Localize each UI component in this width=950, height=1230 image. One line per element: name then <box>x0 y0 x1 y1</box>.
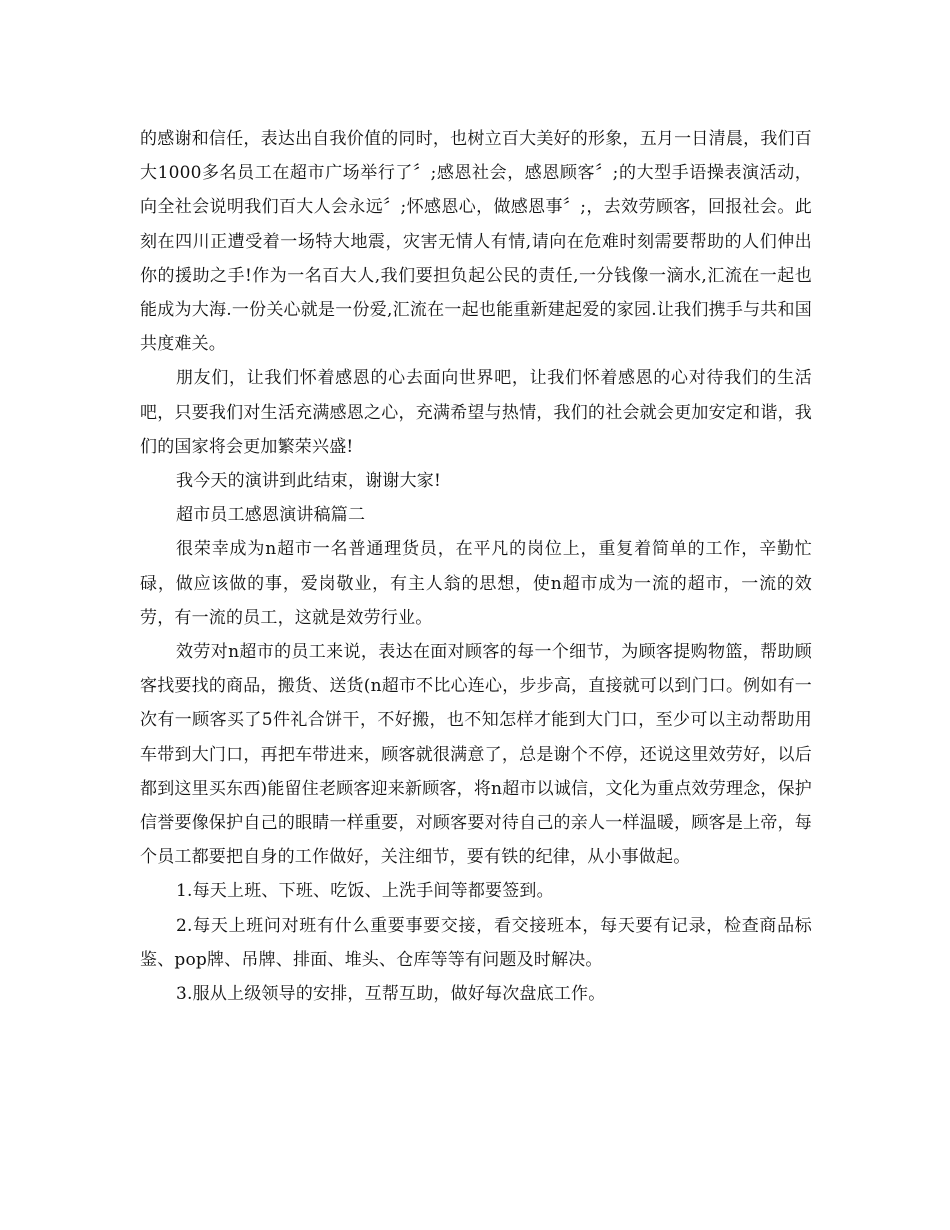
list-item-1: 1.每天上班、下班、吃饭、上洗手间等都要签到。 <box>176 881 554 902</box>
list-item-2: 2.每天上班问对班有什么重要事要交接，看交接班本，每天要有记录，检查商品标鉴、pop牌、吊牌、排面、堆头、仓库等等有问题及时解决。 <box>140 915 812 970</box>
paragraph-introduction: 很荣幸成为n超市一名普通理货员，在平凡的岗位上，重复着简单的工作，辛勤忙碌，做应该做的事，爱岗敬业，有主人翁的思想，使n超市成为一流的超市，一流的效劳，有一流的员工，这就是效劳行业。 <box>140 539 812 628</box>
list-item-3: 3.服从上级领导的安排，互帮互助，做好每次盘底工作。 <box>176 984 606 1005</box>
section-title-part-two: 超市员工感恩演讲稿篇二 <box>176 505 366 526</box>
paragraph-friends: 朋友们，让我们怀着感恩的心去面向世界吧，让我们怀着感恩的心对待我们的生活吧，只要我们对生活充满感恩之心，充满希望与热情，我们的社会就会更加安定和谐，我们的国家将会更加繁荣兴盛! <box>140 368 812 457</box>
paragraph-closing: 我今天的演讲到此结束，谢谢大家! <box>176 471 442 492</box>
document-page <box>140 122 812 1011</box>
paragraph-gratitude-continuation: 的感谢和信任，表达出自我价值的同时，也树立百大美好的形象，五月一日清晨，我们百大1000多名员工在超市广场举行了〞;感恩社会，感恩顾客〞;的大型手语操表演活动，向全社会说明我们百大人会永远〞;怀感恩心，做感恩事〞;，去效劳顾客，回报社会。此刻在四川正遭受着一场特大地震，灾害无情人有情,请向在危难时刻需要帮助的人们伸出你的援助之手!作为一名百大人,我们要担负起公民的责任,一分钱像一滴水,汇流在一起也能成为大海.一份关心就是一份爱,汇流在一起也能重新建起爱的家园.让我们携手与共和国共度难关。 <box>140 129 812 355</box>
paragraph-service: 效劳对n超市的员工来说，表达在面对顾客的每一个细节，为顾客提购物篮，帮助顾客找要找的商品，搬货、送货(n超市不比心连心，步步高，直接就可以到门口。例如有一次有一顾客买了5件礼合饼干，不好搬，也不知怎样才能到大门口，至少可以主动帮助用车带到大门口，再把车带进来，顾客就很满意了，总是谢个不停，还说这里效劳好，以后都到这里买东西)能留住老顾客迎来新顾客，将n超市以诚信，文化为重点效劳理念，保护信誉要像保护自己的眼睛一样重要，对顾客要对待自己的亲人一样温暖，顾客是上帝，每个员工都要把自身的工作做好，关注细节，要有铁的纪律，从小事做起。 <box>140 642 812 868</box>
